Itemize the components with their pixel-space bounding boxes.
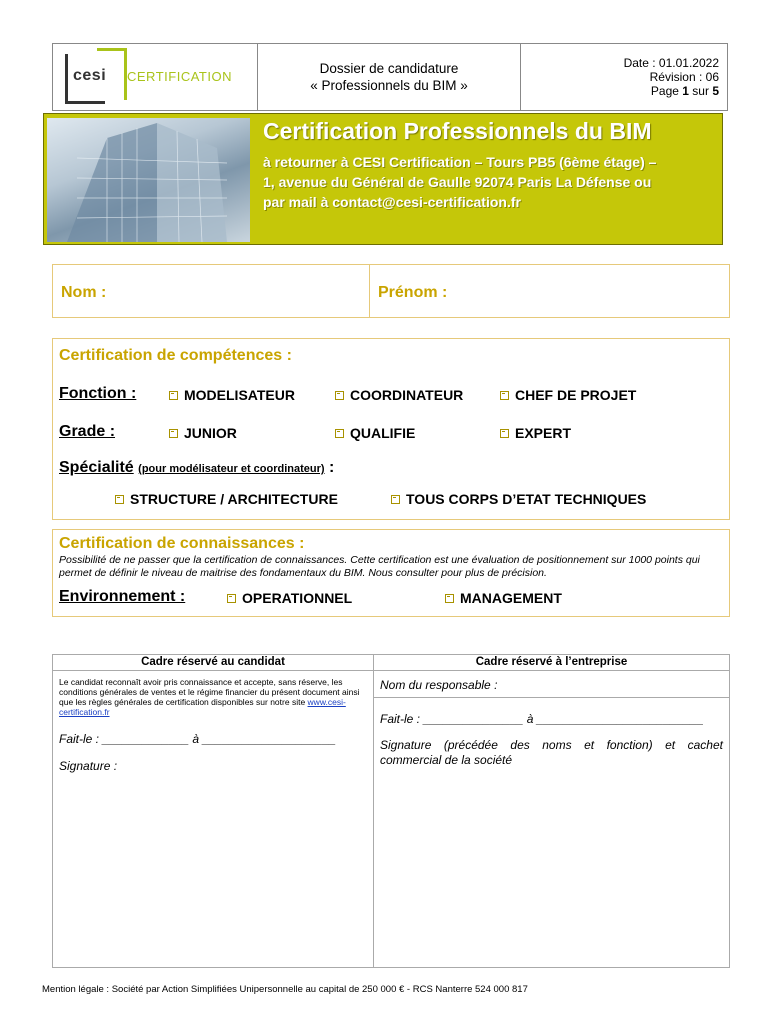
doc-revision: Révision : 06 [649, 70, 719, 84]
checkbox-junior[interactable]: JUNIOR [169, 425, 237, 441]
checkbox-icon [115, 495, 124, 504]
checkbox-icon [335, 429, 344, 438]
candidat-fait-le[interactable]: Fait-le : _____________ à ____________________ [59, 732, 336, 746]
cadre-entreprise-head: Cadre réservé à l’entreprise [374, 655, 729, 671]
document-title-block [258, 44, 521, 110]
checkbox-qualifie[interactable]: QUALIFIE [335, 425, 415, 441]
doc-date: Date : 01.01.2022 [623, 56, 719, 70]
candidat-conditions: Le candidat reconnaît avoir pris connaissance et accepte, sans réserve, les conditions générales de ventes et le régime financier du présent document ainsi que les règles générales de certification disponibles sur notre site www.cesi-certification.fr [59, 677, 360, 717]
checkbox-structure-architecture[interactable]: STRUCTURE / ARCHITECTURE [115, 491, 338, 507]
competences-section [52, 338, 730, 520]
nom-label: Nom : [61, 284, 107, 301]
competences-title: Certification de compétences : [59, 347, 292, 364]
building-photo [47, 118, 250, 242]
cesi-logo [53, 44, 258, 110]
logo-cesi-text: cesi [73, 67, 107, 84]
checkbox-icon [227, 594, 236, 603]
prenom-field[interactable] [369, 264, 730, 318]
connaissances-section [52, 529, 730, 617]
banner-address: à retourner à CESI Certification – Tours PB5 (6ème étage) – 1, avenue du Général de Gaulle 92074 Paris La Défense ou par mail à contact@cesi-certification.fr [263, 154, 657, 210]
checkbox-icon [169, 391, 178, 400]
checkbox-coordinateur[interactable]: COORDINATEUR [335, 387, 463, 403]
checkbox-icon [169, 429, 178, 438]
fonction-label: Fonction : [59, 385, 137, 402]
cadre-candidat-head: Cadre réservé au candidat [53, 655, 373, 671]
legal-mention: Mention légale : Société par Action Simplifiées Unipersonnelle au capital de 250 000 € - RCS Nanterre 524 000 817 [42, 984, 528, 995]
nom-field[interactable] [52, 264, 370, 318]
checkbox-operationnel[interactable]: OPERATIONNEL [227, 590, 352, 606]
checkbox-icon [335, 391, 344, 400]
checkbox-chef-de-projet[interactable]: CHEF DE PROJET [500, 387, 636, 403]
cadre-entreprise [374, 655, 729, 967]
logo-certification-text: CERTIFICATION [127, 69, 232, 84]
banner-title: Certification Professionnels du BIM [263, 118, 652, 144]
document-header [52, 43, 728, 111]
checkbox-tous-corps-etat[interactable]: TOUS CORPS D’ETAT TECHNIQUES [391, 491, 646, 507]
document-meta [521, 44, 727, 110]
checkbox-icon [500, 429, 509, 438]
doc-page: Page 1 sur 5 [650, 84, 719, 98]
environnement-label: Environnement : [59, 588, 186, 605]
connaissances-title: Certification de connaissances : [59, 535, 305, 552]
specialite-note: (pour modélisateur et coordinateur) [138, 463, 325, 475]
specialite-row: Spécialité (pour modélisateur et coordinateur) : [59, 459, 335, 476]
entreprise-signature[interactable]: Signature (précédée des noms et fonction) et cachet commercial de la société [380, 738, 723, 767]
checkbox-management[interactable]: MANAGEMENT [445, 590, 562, 606]
checkbox-icon [391, 495, 400, 504]
cadre-candidat [53, 655, 374, 967]
connaissances-note: Possibilité de ne passer que la certification de connaissances. Cette certification est une évaluation de positionnement sur 1000 points qui permet de définir le niveau de maitrise des fondamentaux du BIM. Nous consulter pour plus de précision. [59, 554, 700, 579]
doc-title-line1: Dossier de candidature [319, 61, 459, 76]
checkbox-modelisateur[interactable]: MODELISATEUR [169, 387, 295, 403]
entreprise-fait-le[interactable]: Fait-le : _______________ à _________________________ [380, 712, 704, 726]
checkbox-expert[interactable]: EXPERT [500, 425, 571, 441]
grade-label: Grade : [59, 423, 116, 440]
cesi-website-link[interactable]: www.cesi-certification.fr [59, 697, 346, 717]
doc-title-line2: « Professionnels du BIM » [310, 78, 468, 93]
cadre-table [52, 654, 730, 968]
checkbox-icon [500, 391, 509, 400]
candidat-signature[interactable]: Signature : [59, 759, 118, 773]
prenom-label: Prénom : [378, 284, 448, 301]
entreprise-nom-responsable[interactable]: Nom du responsable : [374, 671, 729, 698]
title-banner [43, 113, 723, 245]
specialite-label: Spécialité [59, 459, 134, 476]
checkbox-icon [445, 594, 454, 603]
